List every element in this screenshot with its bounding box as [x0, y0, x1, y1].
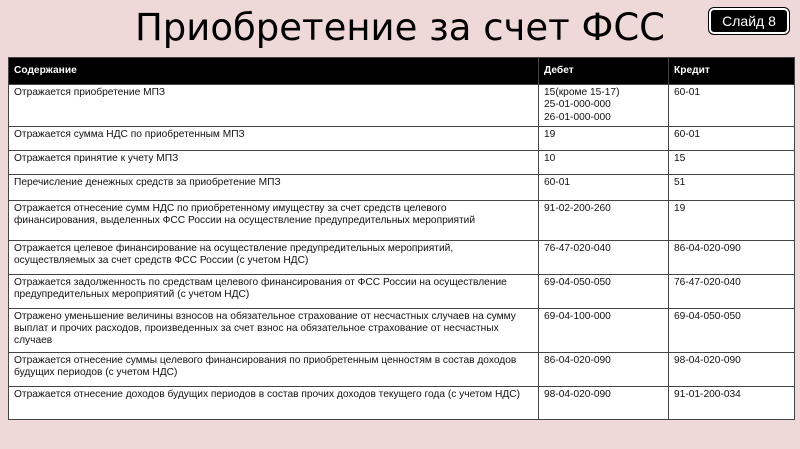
- table-row: [9, 85, 795, 127]
- cell-credit: 60-01: [669, 85, 795, 127]
- cell-debit: 98-04-020-090: [539, 386, 669, 419]
- table-header-row: [9, 58, 795, 85]
- table-row: [9, 174, 795, 200]
- table-row: [9, 200, 795, 240]
- table-row: [9, 352, 795, 386]
- table-row: [9, 308, 795, 352]
- cell-content: Отражается принятие к учету МПЗ: [9, 150, 539, 174]
- header-debit: Дебет: [539, 58, 669, 85]
- cell-content: Отражается отнесение сумм НДС по приобретенному имуществу за счет средств целевого финансирования, выделенных ФСС России на осуществление предупредительных мероприятий: [9, 200, 539, 240]
- table-row: [9, 126, 795, 150]
- cell-credit: 76-47-020-040: [669, 274, 795, 308]
- cell-content: Отражается отнесение доходов будущих периодов в состав прочих доходов текущего года (с учетом НДС): [9, 386, 539, 419]
- cell-content: Отражается сумма НДС по приобретенным МПЗ: [9, 126, 539, 150]
- cell-content: Отражается отнесение суммы целевого финансирования по приобретенным ценностям в состав доходов будущих периодов (с учетом НДС): [9, 352, 539, 386]
- header-credit: Кредит: [669, 58, 795, 85]
- cell-debit: 10: [539, 150, 669, 174]
- cell-credit: 69-04-050-050: [669, 308, 795, 352]
- cell-content: Перечисление денежных средств за приобретение МПЗ: [9, 174, 539, 200]
- slide-number-button[interactable]: Слайд 8: [709, 8, 789, 34]
- cell-credit: 15: [669, 150, 795, 174]
- cell-credit: 91-01-200-034: [669, 386, 795, 419]
- cell-content: Отражается задолженность по средствам целевого финансирования от ФСС России на осуществление предупредительных мероприятий (с учетом НДС): [9, 274, 539, 308]
- cell-credit: 60-01: [669, 126, 795, 150]
- header-content: Содержание: [9, 58, 539, 85]
- cell-debit: 69-04-050-050: [539, 274, 669, 308]
- cell-credit: 51: [669, 174, 795, 200]
- cell-credit: 86-04-020-090: [669, 240, 795, 274]
- cell-content: Отражено уменьшение величины взносов на обязательное страхование от несчастных случаев на сумму выплат и прочих расходов, произведенных за счет взнос на обязательное страхование от несчастных случаев: [9, 308, 539, 352]
- table-row: [9, 150, 795, 174]
- cell-debit: 19: [539, 126, 669, 150]
- table-row: [9, 274, 795, 308]
- cell-debit: 15(кроме 15-17) 25-01-000-000 26-01-000-000: [539, 85, 669, 127]
- cell-content: Отражается целевое финансирование на осуществление предупредительных мероприятий, осуществляемых за счет средств ФСС России (с учетом НДС): [9, 240, 539, 274]
- cell-debit: 76-47-020-040: [539, 240, 669, 274]
- cell-credit: 19: [669, 200, 795, 240]
- cell-content: Отражается приобретение МПЗ: [9, 85, 539, 127]
- cell-credit: 98-04-020-090: [669, 352, 795, 386]
- cell-debit: 60-01: [539, 174, 669, 200]
- table-row: [9, 386, 795, 419]
- table-row: [9, 240, 795, 274]
- postings-table: [8, 57, 795, 420]
- cell-debit: 91-02-200-260: [539, 200, 669, 240]
- cell-debit: 86-04-020-090: [539, 352, 669, 386]
- cell-debit: 69-04-100-000: [539, 308, 669, 352]
- slide-title: Приобретение за счет ФСС: [134, 6, 666, 49]
